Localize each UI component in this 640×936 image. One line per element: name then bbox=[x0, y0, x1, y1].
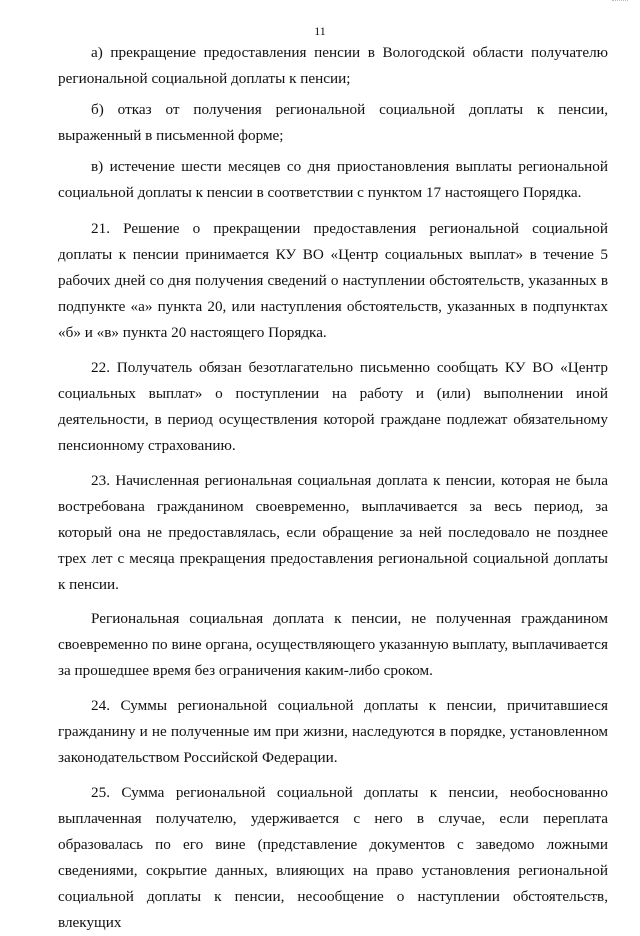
paragraph-24: 24. Суммы региональной социальной доплаты к пенсии, причитавшиеся гражданину и не полученные им при жизни, наследуются в порядке, установленном законодательством Российской Федерации. bbox=[58, 697, 608, 766]
paragraph-subitem-b: б) отказ от получения региональной социальной доплаты к пенсии, выраженный в письменной форме; bbox=[58, 101, 608, 144]
paragraph-21: 21. Решение о прекращении предоставления региональной социальной доплаты к пенсии принимается КУ ВО «Центр социальных выплат» в течение 5 рабочих дней со дня получения сведений о наступлении обстоятельств, указанных в подпункте «а» пункта 20, или наступления обстоятельств, указанных в подпунктах «б» и «в» пункта 20 настоящего Порядка. bbox=[58, 220, 608, 341]
scan-corner-mark bbox=[612, 0, 628, 5]
document-body bbox=[58, 36, 608, 936]
paragraph-23-continuation: Региональная социальная доплата к пенсии, не полученная гражданином своевременно по вине органа, осуществляющего указанную выплату, выплачивается за прошедшее время без ограничения каким-либо сроком. bbox=[58, 610, 608, 679]
page-number: 11 bbox=[314, 24, 326, 38]
scan-footer-mark bbox=[590, 894, 604, 899]
paragraph-subitem-a: а) прекращение предоставления пенсии в Вологодской области получателю региональной социальной доплаты к пенсии; bbox=[58, 44, 608, 87]
paragraph-25: 25. Сумма региональной социальной доплаты к пенсии, необоснованно выплаченная получателю, удерживается с него в случае, если переплата образовалась по его вине (представление документов с заведомо ложными сведениями, сокрытие данных, влияющих на право установления региональной социальной доплаты к пенсии, несообщение о наступлении обстоятельств, влекущих bbox=[58, 784, 608, 931]
paragraph-subitem-v: в) истечение шести месяцев со дня приостановления выплаты региональной социальной доплаты к пенсии в соответствии с пунктом 17 настоящего Порядка. bbox=[58, 158, 608, 201]
paragraph-23: 23. Начисленная региональная социальная доплата к пенсии, которая не была востребована гражданином своевременно, выплачивается за весь период, за который она не предоставлялась, если обращение за ней последовало не позднее трех лет с месяца прекращения предоставления региональной социальной доплаты к пенсии. bbox=[58, 472, 608, 593]
paragraph-22: 22. Получатель обязан безотлагательно письменно сообщать КУ ВО «Центр социальных выплат» о поступлении на работу и (или) выполнении иной деятельности, в период осуществления которой граждане подлежат обязательному пенсионному страхованию. bbox=[58, 359, 608, 454]
